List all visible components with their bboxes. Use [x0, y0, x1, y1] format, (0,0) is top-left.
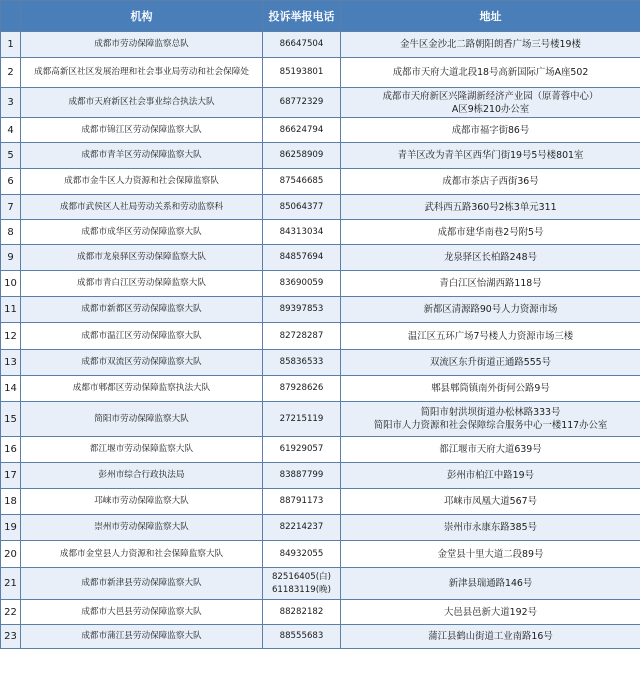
org-name: 成都市金堂县人力资源和社会保障监察大队	[21, 541, 263, 568]
address-cell	[341, 58, 640, 88]
org-name: 彭州市综合行政执法局	[21, 463, 263, 489]
address-line: 都江堰市天府大道639号	[439, 444, 542, 455]
row-index: 11	[1, 297, 21, 323]
address-cell	[341, 402, 640, 437]
org-name: 成都市武侯区人社局劳动关系和劳动监察科	[21, 195, 263, 220]
table-row	[1, 568, 640, 600]
row-index: 9	[1, 245, 21, 271]
address-cell	[341, 489, 640, 515]
phone-number: 61183119(晚)	[271, 584, 332, 595]
phone-number: 83887799	[279, 470, 324, 480]
address-cell	[341, 350, 640, 376]
org-name: 成都市蒲江县劳动保障监察大队	[21, 625, 263, 649]
phone-number: 82728287	[279, 330, 324, 341]
org-name: 成都市天府新区社会事业综合执法大队	[21, 88, 263, 118]
phone-cell	[263, 350, 341, 376]
address-line: 简阳市人力资源和社会保障综合服务中心一楼117办公室	[373, 420, 608, 431]
address-line: 成都市建华南巷2号附5号	[437, 226, 544, 238]
address-line: 郫县郫筒镇南外街何公路9号	[431, 383, 550, 394]
address-cell	[341, 32, 640, 58]
table-row	[1, 88, 640, 118]
address-cell	[341, 323, 640, 350]
phone-cell	[263, 323, 341, 350]
address-line: 大邑县邑新大道192号	[444, 606, 537, 618]
address-cell	[341, 245, 640, 271]
row-index: 3	[1, 88, 21, 118]
phone-cell	[263, 297, 341, 323]
address-cell	[341, 437, 640, 463]
row-index: 15	[1, 402, 21, 437]
address-cell	[341, 143, 640, 169]
row-index: 5	[1, 143, 21, 169]
phone-number: 61929057	[279, 444, 324, 454]
row-index: 8	[1, 220, 21, 245]
table-row	[1, 463, 640, 489]
row-index: 17	[1, 463, 21, 489]
phone-cell	[263, 169, 341, 195]
row-index: 10	[1, 271, 21, 297]
address-cell	[341, 541, 640, 568]
address-line: 金牛区金沙北二路朝阳朗香广场三号楼19楼	[400, 39, 581, 50]
phone-number: 86647504	[279, 39, 324, 49]
address-line: 成都市福字街86号	[451, 124, 530, 136]
table-row	[1, 32, 640, 58]
org-name: 成都高新区社区发展治理和社会事业局劳动和社会保障处	[21, 58, 263, 88]
phone-number: 88555683	[279, 631, 324, 641]
org-name: 成都市青羊区劳动保障监察大队	[21, 143, 263, 169]
table-row	[1, 600, 640, 625]
phone-number: 89397853	[279, 304, 324, 314]
phone-number: 27215119	[279, 413, 324, 424]
table-row	[1, 58, 640, 88]
row-index: 7	[1, 195, 21, 220]
address-cell	[341, 297, 640, 323]
org-name: 成都市劳动保障监察总队	[21, 32, 263, 58]
address-line: 新津县瑞通路146号	[448, 578, 533, 589]
header-address: 地址	[341, 1, 640, 32]
org-name: 成都市郫都区劳动保障监察执法大队	[21, 376, 263, 402]
table-row	[1, 515, 640, 541]
phone-cell	[263, 489, 341, 515]
row-index: 21	[1, 568, 21, 600]
table-row	[1, 437, 640, 463]
address-cell	[341, 271, 640, 297]
phone-number: 86258909	[279, 150, 324, 160]
phone-cell	[263, 515, 341, 541]
address-line: 新都区清源路90号人力资源市场	[423, 304, 558, 315]
address-cell	[341, 195, 640, 220]
phone-number: 85836533	[279, 357, 324, 367]
address-cell	[341, 625, 640, 649]
address-cell	[341, 376, 640, 402]
address-line: 成都市天府大道北段18号高新国际广场A座502	[392, 67, 589, 78]
phone-cell	[263, 402, 341, 437]
org-name: 简阳市劳动保障监察大队	[21, 402, 263, 437]
phone-cell	[263, 600, 341, 625]
row-index: 19	[1, 515, 21, 541]
table-row	[1, 350, 640, 376]
table-row	[1, 297, 640, 323]
phone-number: 86624794	[279, 124, 324, 135]
address-line: A区9栋210办公室	[451, 103, 530, 115]
table-row	[1, 245, 640, 271]
address-cell	[341, 88, 640, 118]
org-name: 成都市青白江区劳动保障监察大队	[21, 271, 263, 297]
table-row	[1, 323, 640, 350]
phone-cell	[263, 220, 341, 245]
org-name: 成都市温江区劳动保障监察大队	[21, 323, 263, 350]
address-cell	[341, 515, 640, 541]
phone-cell	[263, 625, 341, 649]
phone-cell	[263, 376, 341, 402]
table-row	[1, 625, 640, 649]
header-org: 机构	[21, 1, 263, 32]
row-index: 4	[1, 118, 21, 143]
phone-cell	[263, 463, 341, 489]
phone-number: 85064377	[279, 201, 324, 212]
phone-number: 88791173	[279, 496, 324, 506]
phone-number: 87546685	[279, 176, 324, 186]
table-row	[1, 541, 640, 568]
address-line: 武科西五路360号2栋3单元311	[424, 201, 557, 213]
org-name: 崇州市劳动保障监察大队	[21, 515, 263, 541]
address-line: 崇州市永康东路385号	[444, 522, 537, 533]
phone-number: 87928626	[279, 383, 324, 393]
org-name: 邛崃市劳动保障监察大队	[21, 489, 263, 515]
phone-number: 84932055	[279, 548, 324, 559]
address-line: 简阳市射洪坝街道办松林路333号	[420, 407, 561, 418]
address-line: 成都市天府新区兴隆湖新经济产业园（原菁蓉中心）	[382, 90, 599, 102]
phone-number: 82214237	[279, 522, 324, 532]
phone-cell	[263, 437, 341, 463]
org-name: 成都市新都区劳动保障监察大队	[21, 297, 263, 323]
phone-number: 84313034	[279, 226, 324, 237]
address-line: 龙泉驿区长柏路248号	[444, 252, 537, 263]
header-phone: 投诉举报电话	[263, 1, 341, 32]
header-row	[1, 1, 640, 32]
phone-cell	[263, 32, 341, 58]
org-name: 成都市锦江区劳动保障监察大队	[21, 118, 263, 143]
org-name: 成都市金牛区人力资源和社会保障监察队	[21, 169, 263, 195]
phone-number: 68772329	[279, 97, 324, 107]
table-row	[1, 220, 640, 245]
address-cell	[341, 118, 640, 143]
org-name: 成都市新津县劳动保障监察大队	[21, 568, 263, 600]
address-cell	[341, 169, 640, 195]
address-line: 青白江区怡湖西路118号	[439, 278, 542, 289]
phone-cell	[263, 541, 341, 568]
phone-number: 88282182	[279, 606, 324, 617]
row-index: 23	[1, 625, 21, 649]
row-index: 2	[1, 58, 21, 88]
table-row	[1, 169, 640, 195]
table-row	[1, 143, 640, 169]
row-index: 6	[1, 169, 21, 195]
org-name: 成都市双流区劳动保障监察大队	[21, 350, 263, 376]
address-line: 彭州市柏江中路19号	[447, 470, 534, 481]
org-name: 成都市大邑县劳动保障监察大队	[21, 600, 263, 625]
phone-cell	[263, 143, 341, 169]
row-index: 20	[1, 541, 21, 568]
phone-cell	[263, 271, 341, 297]
table-row	[1, 376, 640, 402]
header-index	[1, 1, 21, 32]
phone-cell	[263, 195, 341, 220]
table-body	[1, 32, 640, 649]
table-row	[1, 489, 640, 515]
row-index: 1	[1, 32, 21, 58]
address-line: 蒲江县鹤山街道工业南路16号	[428, 631, 553, 642]
address-cell	[341, 568, 640, 600]
row-index: 12	[1, 323, 21, 350]
row-index: 18	[1, 489, 21, 515]
phone-number: 83690059	[279, 278, 324, 288]
org-name: 都江堰市劳动保障监察大队	[21, 437, 263, 463]
table-row	[1, 195, 640, 220]
phone-cell	[263, 58, 341, 88]
phone-number: 82516405(白)	[271, 571, 332, 582]
table-row	[1, 271, 640, 297]
address-cell	[341, 463, 640, 489]
table-row	[1, 118, 640, 143]
row-index: 22	[1, 600, 21, 625]
org-name: 成都市成华区劳动保障监察大队	[21, 220, 263, 245]
row-index: 14	[1, 376, 21, 402]
phone-number: 85193801	[279, 67, 324, 77]
address-cell	[341, 220, 640, 245]
row-index: 13	[1, 350, 21, 376]
table-row	[1, 402, 640, 437]
row-index: 16	[1, 437, 21, 463]
phone-cell	[263, 245, 341, 271]
address-line: 成都市茶店子西街36号	[442, 176, 539, 187]
address-cell	[341, 600, 640, 625]
address-line: 金堂县十里大道二段89号	[437, 548, 544, 560]
address-line: 温江区五环广场7号楼人力资源市场三楼	[407, 330, 574, 342]
address-line: 双流区东升街道正通路555号	[429, 357, 552, 368]
phone-cell	[263, 568, 341, 600]
address-line: 邛崃市凤凰大道567号	[444, 496, 537, 507]
phone-cell	[263, 118, 341, 143]
phone-number: 84857694	[279, 252, 324, 262]
phone-cell	[263, 88, 341, 118]
address-line: 青羊区改为青羊区西华门街19号5号楼801室	[397, 150, 584, 161]
org-name: 成都市龙泉驿区劳动保障监察大队	[21, 245, 263, 271]
